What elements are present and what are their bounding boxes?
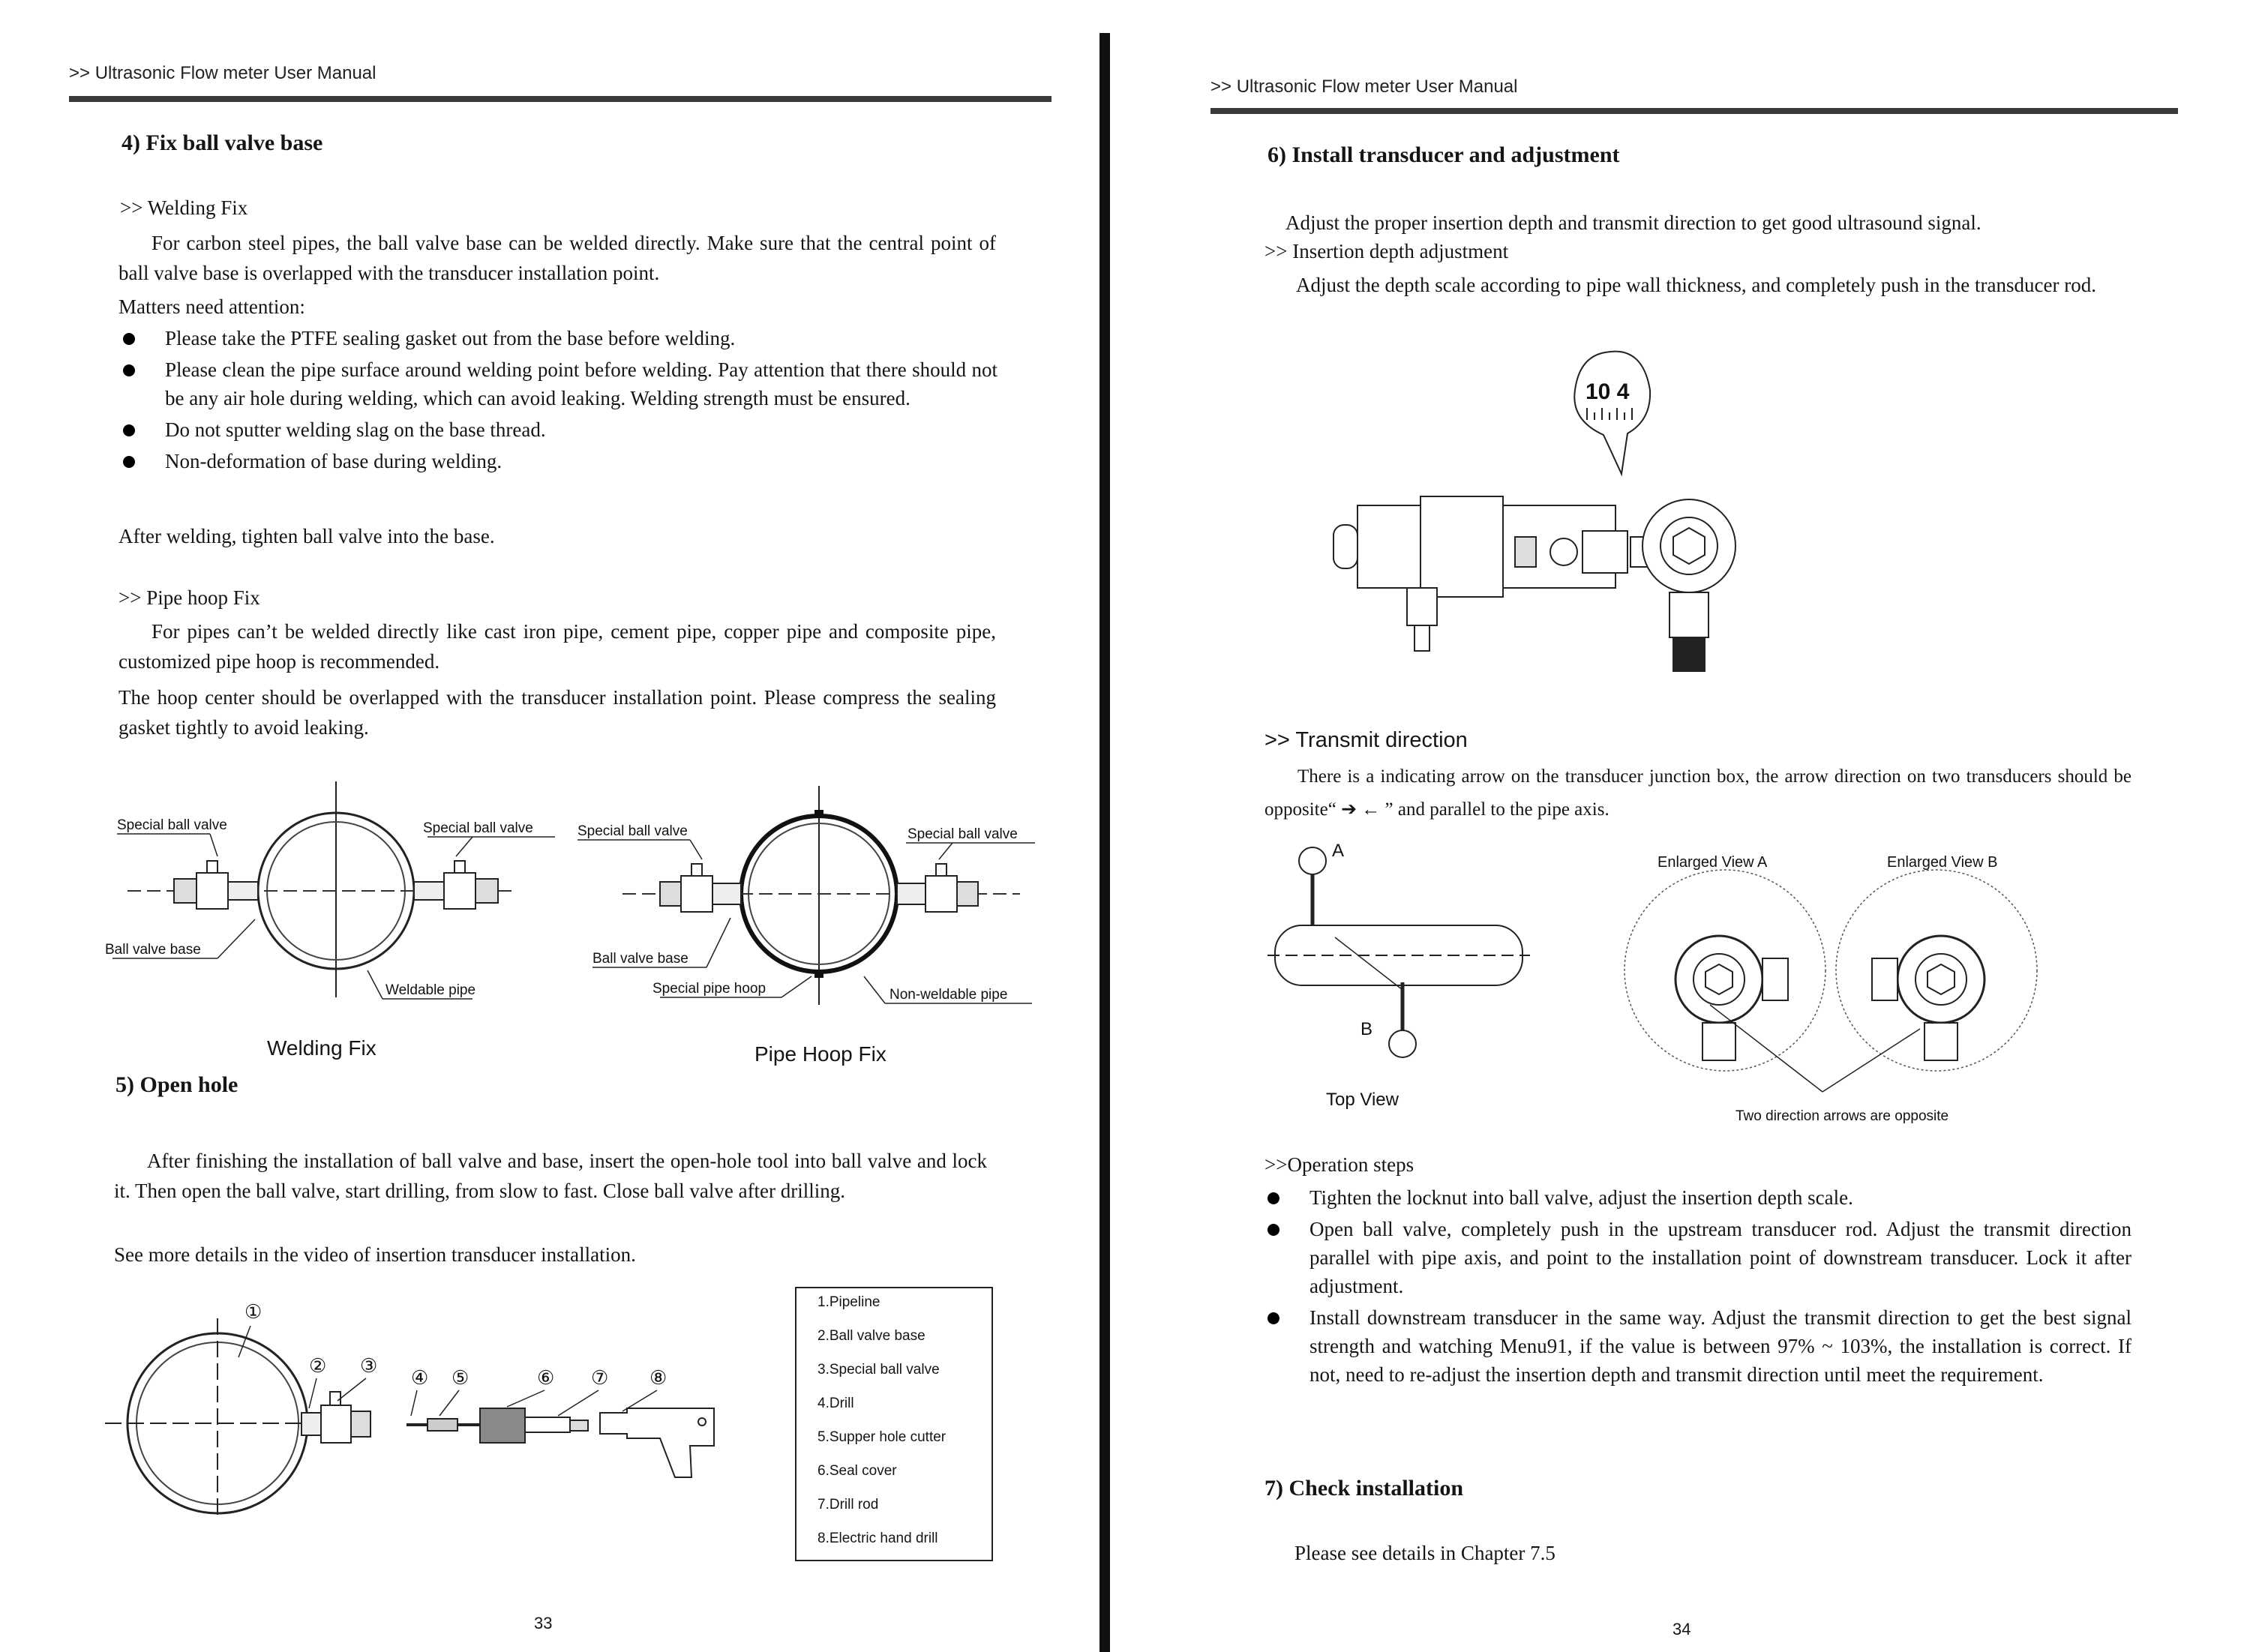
welding-bullets (120, 324, 998, 478)
valve-right-stem (454, 861, 465, 873)
number-7: ⑦ (591, 1366, 609, 1389)
list-item: Please take the PTFE sealing gasket out from the base before welding. (120, 324, 998, 352)
welding-fix-figure (98, 772, 562, 1020)
section-7-text: Please see details in Chapter 7.5 (1294, 1542, 1556, 1564)
label-special-ball-valve-left: Special ball valve (117, 817, 227, 833)
legend-item: 7.Drill rod (818, 1497, 879, 1513)
cable-gland (1672, 637, 1706, 672)
legend-item: 2.Ball valve base (818, 1328, 926, 1344)
page-number: 34 (1672, 1620, 1691, 1639)
page-33 (0, 0, 1102, 1652)
valve-right-stem (936, 864, 946, 876)
operation-steps-title: >>Operation steps (1264, 1153, 1414, 1176)
see-more-text: See more details in the video of insertion transducer installation. (114, 1243, 636, 1266)
pipe-hoop-figure (570, 780, 1050, 1027)
label-non-weldable-pipe: Non-weldable pipe (890, 987, 1008, 1003)
ball-valve-base-part (302, 1413, 321, 1435)
label-special-ball-valve-right: Special ball valve (423, 820, 533, 836)
valve-left-stem (692, 864, 702, 876)
arrow-b-box (1872, 958, 1898, 1000)
enlarged-view-b-label: Enlarged View B (1887, 854, 1998, 871)
section-6-heading: 6) Install transducer and adjustment (1268, 142, 1620, 167)
section-6-intro: Adjust the proper insertion depth and transmit direction to get good ultrasound signal. (1286, 211, 1982, 234)
list-item: Do not sputter welding slag on the base thread. (120, 415, 998, 444)
number-2: ② (309, 1354, 327, 1377)
ball-valve-body (1358, 505, 1420, 588)
page-34 (1118, 0, 2247, 1652)
label-special-pipe-hoop: Special pipe hoop (652, 981, 766, 997)
list-item: Install downstream transducer in the same way. Adjust the transmit direction to get the best signal strength and watching Menu91, if the value is between 97% ~ 103%, the installation is correct. If not, need to re-adjust the insertion depth and transmit direction until meet the requirement. (1264, 1303, 2132, 1389)
transmit-direction-paragraph: There is a indicating arrow on the transducer junction box, the arrow direction on two transducers should be opposite“ ➔ ← ” and parallel to the pipe axis. (1264, 766, 2132, 820)
label-weldable-pipe: Weldable pipe (386, 982, 476, 998)
number-8: ⑧ (650, 1366, 668, 1389)
scale-callout (1574, 352, 1650, 474)
valve-right-thread (476, 879, 498, 903)
pipe-hoop-paragraph-1: For pipes can’t be welded directly like cast iron pipe, cement pipe, copper pipe and composite pipe, customized pipe hoop is recommended. (118, 620, 996, 673)
valve-left-body (681, 876, 712, 912)
number-4: ④ (411, 1366, 429, 1389)
drill-rod-part (525, 1417, 570, 1432)
section-5-heading: 5) Open hole (116, 1072, 238, 1097)
label-a: A (1332, 841, 1345, 861)
seal-cover-part (480, 1408, 525, 1443)
number-6: ⑥ (537, 1366, 555, 1389)
valve-left-base (712, 883, 741, 904)
label-special-ball-valve-right: Special ball valve (908, 826, 1018, 842)
transmit-direction-title: >> Transmit direction (1264, 728, 1468, 752)
list-item: Non-deformation of base during welding. (120, 447, 998, 475)
legend-item: 6.Seal cover (818, 1463, 897, 1479)
matters-label: Matters need attention: (118, 295, 305, 318)
special-ball-valve-part (321, 1405, 351, 1443)
pipe-hoop-paragraph-2: The hoop center should be overlapped with the transducer installation point. Please compress the sealing gasket tightly to avoid leaking. (118, 686, 996, 739)
section-7-heading: 7) Check installation (1264, 1476, 1464, 1501)
running-head: >> Ultrasonic Flow meter User Manual (1210, 76, 1518, 97)
transducer-depth-figure (1328, 345, 1748, 690)
legend-item: 5.Supper hole cutter (818, 1429, 946, 1445)
label-ball-valve-base: Ball valve base (105, 942, 201, 958)
valve-left-thread (660, 882, 681, 906)
insertion-depth-title: >> Insertion depth adjustment (1264, 240, 1509, 262)
label-ball-valve-base: Ball valve base (592, 951, 688, 967)
top-view-caption: Top View (1326, 1090, 1399, 1110)
parts-legend (795, 1287, 993, 1561)
valve-right-base (414, 882, 444, 900)
after-welding-text: After welding, tighten ball valve into the base. (118, 525, 495, 547)
transmit-direction-figure (1268, 832, 2018, 1140)
electric-hand-drill-part (600, 1408, 714, 1477)
enlarged-view-a-label: Enlarged View A (1658, 854, 1768, 871)
valve-left-body (196, 873, 228, 909)
pipe-hoop-caption: Pipe Hoop Fix (754, 1042, 886, 1066)
list-item: Please clean the pipe surface around welding point before welding. Pay attention that there should not be any air hole during welding, which can avoid leaking. Welding strength must be ensured. (120, 355, 998, 412)
header-rule (69, 96, 1052, 102)
list-item: Tighten the locknut into ball valve, adjust the insertion depth scale. (1264, 1183, 2132, 1212)
valve-left-base (228, 882, 258, 900)
operation-bullets (1264, 1183, 2132, 1392)
locknut (1420, 496, 1503, 597)
number-1: ① (244, 1300, 262, 1323)
scale-reading: 10 4 (1586, 379, 1630, 404)
valve-left-stem (207, 861, 218, 873)
label-special-ball-valve-left: Special ball valve (578, 823, 688, 839)
valve-right-base (897, 883, 926, 904)
insertion-depth-paragraph: Adjust the depth scale according to pipe wall thickness, and completely push in the transducer rod. (1296, 274, 2096, 296)
legend-item: 8.Electric hand drill (818, 1531, 938, 1546)
number-3: ③ (360, 1354, 378, 1377)
arrow-a-box (1762, 958, 1788, 1000)
open-hole-paragraph: After finishing the installation of ball valve and base, insert the open-hole tool into ball valve and lock it. Then open the ball valve, start drilling, from slow to fast. Close ball valve after drilling. (114, 1150, 987, 1202)
header-rule (1210, 108, 2178, 114)
label-b: B (1360, 1019, 1373, 1039)
open-hole-tool-figure (105, 1288, 735, 1528)
valve-right-thread (957, 882, 978, 906)
number-5: ⑤ (452, 1366, 470, 1389)
opposite-note: Two direction arrows are opposite (1736, 1108, 1949, 1124)
valve-left-thread (174, 879, 196, 903)
welding-fix-caption: Welding Fix (267, 1036, 376, 1060)
pipe-hoop-title: >> Pipe hoop Fix (118, 586, 260, 609)
legend-item: 3.Special ball valve (818, 1362, 940, 1378)
welding-fix-paragraph: For carbon steel pipes, the ball valve base can be welded directly. Make sure that the central point of ball valve base is overlapped with the transducer installation point. (118, 232, 996, 284)
valve-right-body (444, 873, 476, 909)
welding-fix-title: >> Welding Fix (120, 196, 248, 219)
running-head: >> Ultrasonic Flow meter User Manual (69, 63, 376, 83)
hole-cutter-part (428, 1419, 458, 1431)
page-number: 33 (534, 1614, 553, 1633)
legend-item: 4.Drill (818, 1396, 854, 1411)
legend-item: 1.Pipeline (818, 1294, 880, 1310)
list-item: Open ball valve, completely push in the upstream transducer rod. Adjust the transmit direction parallel with pipe axis, and point to the installation point of downstream transducer. Lock it after adjustment. (1264, 1215, 2132, 1300)
valve-right-body (926, 876, 957, 912)
section-4-heading: 4) Fix ball valve base (122, 130, 323, 155)
